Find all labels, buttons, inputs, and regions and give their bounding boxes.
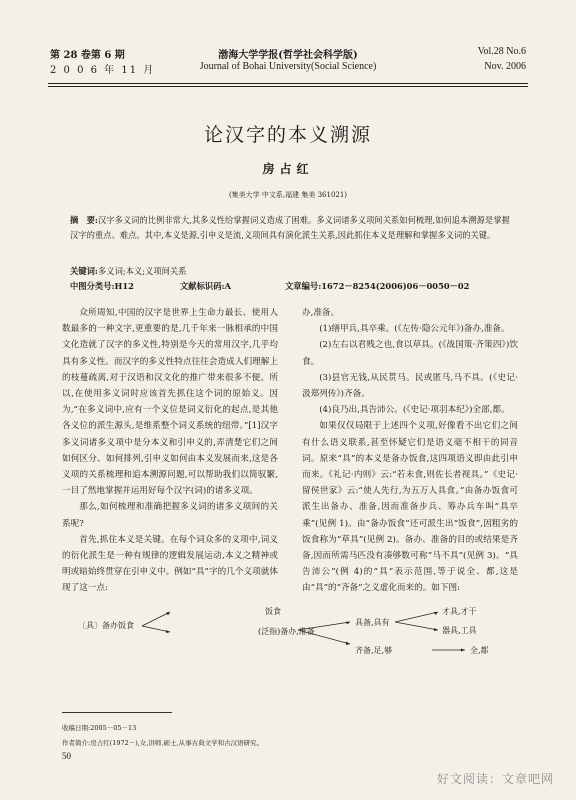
keywords — [70, 265, 187, 277]
example-1: (1)缮甲兵,具卒乘。(《左传·隐公元年》)备办,准备。 — [319, 324, 510, 335]
received-date: 收稿日期:2005－05－13 — [62, 724, 137, 732]
date-en: Nov. 2006 — [484, 61, 526, 72]
page-number: 50 — [62, 751, 71, 761]
diagram-talent: 才具,才干 — [442, 607, 477, 616]
example-2: (2)左右以君贱之也,食以草具。(《战国策·齐策四》)饮食。 — [302, 340, 518, 367]
header-rule — [48, 83, 528, 84]
volume-issue-cn: 第 28 卷第 6 期 — [50, 50, 125, 61]
clc-number: 中图分类号:H12 — [70, 281, 134, 291]
paragraph: 众所周知,中国的汉字是世界上生命力最长、使用人数最多的一种文字,更重要的是,几千年来一脉相承的中国文化造就了汉字的多义性,特别是今天的常用汉字,几乎均具有多义性。而汉字的多义性特点往往会造成人们理解上的枝蔓疏离,对于汉语和汉文化的推广带来很多不便。所以,在使用多义词时应该首先抓住这个词的原始义。因为,“在多义词中,应有一个义位是词义衍化的起点,是其他各义位的派生源头,是维系整个词义系统的纽带。”[1]汉字多义词诸多义项中是分本义和引申义的,弄清楚它们之间如何区分、如何排列,引申义如何由本义发展而来,这是各义项的关系梳理和追本溯源问题,可以帮助我们以简驭繁,一目了然地掌握并运用好每个汉字(词)的诸多义项。 — [62, 308, 278, 497]
right-column — [302, 305, 518, 597]
diagram-tool: 器具,工具 — [442, 626, 477, 635]
arrow-to-food — [142, 612, 170, 626]
header-rule-thin — [48, 86, 528, 87]
paragraph: 那么,如何梳理和准确把握多义词的诸多义项间的关系呢? — [62, 502, 278, 529]
article-number: 文章编号:1672－8254(2006)06－0050－02 — [285, 281, 470, 291]
author-bio: 作者简介:房占红(1972－),女,讲师,硕士,从事古典文学和古汉语研究。 — [62, 739, 264, 747]
date-cn: 2 0 0 6 年 11 月 — [50, 65, 156, 76]
diagram-possess: 具备,具有 — [355, 618, 390, 627]
journal-name-cn: 渤海大学学报(哲学社会科学版) — [218, 50, 358, 61]
left-column — [62, 305, 278, 597]
volume-issue-en: Vol.28 No.6 — [477, 46, 526, 57]
arrow-to-prepare — [142, 626, 170, 632]
diagram-food: 饭食 — [265, 607, 281, 616]
derivation-diagram — [60, 600, 520, 660]
arrow-to-tool — [395, 622, 438, 630]
abstract — [70, 213, 510, 243]
paragraph: 首先,抓住本义是关键。在每个词众多的义项中,词义的衍化派生是一种有规律的逻辑发展运动,本义之精神或明或暗始终贯穿在引申义中。例如“具”字的几个义项就体现了这一点: — [62, 534, 278, 594]
abstract-label: 摘 要: — [70, 215, 98, 225]
journal-name-en: Journal of Bohai University(Social Science) — [199, 61, 377, 72]
paragraph: 办,准备。 — [302, 308, 340, 318]
keywords-text: 多义词;本义;义项间关系 — [97, 266, 187, 276]
example-3: (3)县官无钱,从民贳马。民或匿马,马不具。(《史记·汲郑列传》)齐备。 — [302, 372, 518, 400]
keywords-label: 关键词: — [70, 266, 98, 276]
paragraph: 如果仅仅局限于上述四个义项,好像看不出它们之间有什么语义联系,甚至怀疑它们是语义毫不相干的同音词。原来“具”的本义是备办饭食,这四项语义即由此引申而来。《礼记·内则》云:“若未食,则佐长者视具。”《史记·留侯世家》云:“使人先行,为五万人具食。”由备办饭食可派生出备办、准备,因而准备步兵、筹办兵车叫“具卒乘”(见例 1)。由“备办饭食”还可派生出“饭食”,因粗劣的饭食称为“草具”(见例 2)。备办、准备的目的或结果是齐备,因而所需马匹没有凑够数可称“马不具”(见例 3)。“具告沛公”(例 4)的“具”表示范围,等于说全、都,这是由“具”的“齐备”之义虚化而来的。如下图: — [302, 421, 518, 594]
document-code: 文献标识码:A — [180, 281, 231, 291]
diagram-prepare: (泛指)备办,准备 — [258, 627, 315, 636]
abstract-text: 汉字多义词的比例非常大,其多义性给掌握词义造成了困难。多义词诸多义项间关系如何梳理,如何追本溯源是掌握汉字的重点、难点。其中,本义是源,引申义是流,义项间具有演化派生关系,因此抓住本义是理解和掌握多义词的关键。 — [70, 215, 510, 240]
arrow-to-talent — [395, 612, 438, 622]
diagram-complete: 齐备,足,够 — [355, 646, 393, 655]
author-affiliation: (集美大学 中文系,福建 集美 361021) — [228, 191, 348, 199]
footnote-rule — [62, 712, 172, 713]
author-name: 房占红 — [262, 162, 314, 176]
site-watermark: 好文阅读：文章吧网 — [436, 772, 554, 786]
diagram-all: 全,都 — [470, 646, 489, 655]
article-title: 论汉字的本义溯源 — [203, 124, 372, 146]
diagram-root: 〔具〕备办饭食 — [78, 621, 134, 630]
example-4: (4)良乃出,具告沛公。(《史记·项羽本纪》)全部,都。 — [319, 405, 510, 416]
journal-header — [50, 46, 526, 86]
